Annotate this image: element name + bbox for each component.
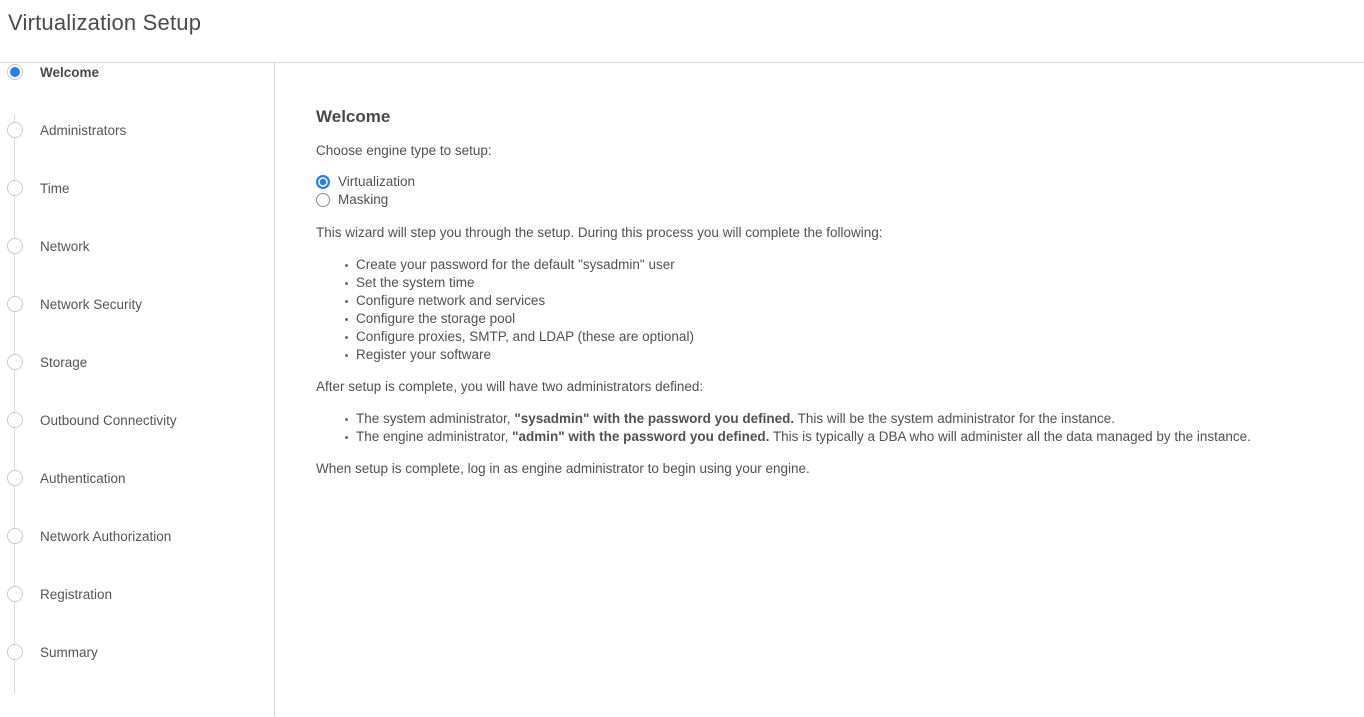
radio-label: Virtualization: [338, 174, 416, 189]
admin-text-suffix: This is typically a DBA who will administer all the data managed by the instance.: [769, 429, 1251, 444]
step-radio-icon: [7, 296, 23, 312]
layout: [0, 63, 1364, 716]
admin-text-prefix: The system administrator,: [356, 411, 515, 426]
step-label: Authentication: [40, 470, 126, 486]
step-radio-icon: [7, 644, 23, 660]
step-label: Administrators: [40, 122, 127, 138]
step-label: Outbound Connectivity: [40, 412, 177, 428]
sidebar-step-authentication[interactable]: [7, 469, 274, 487]
list-item: Configure the storage pool: [356, 310, 1334, 328]
step-label: Network Authorization: [40, 528, 172, 544]
sidebar-step-outbound-connectivity[interactable]: [7, 411, 274, 429]
admin-text-bold: "sysadmin" with the password you defined.: [514, 411, 795, 426]
radio-label: Masking: [338, 192, 389, 207]
setup-stepper-sidebar: [0, 63, 275, 716]
app-header: [0, 0, 1364, 63]
admin-text-prefix: The engine administrator,: [356, 429, 513, 444]
step-radio-icon: [7, 528, 23, 544]
step-radio-icon: [7, 238, 23, 254]
sidebar-step-network-authorization[interactable]: [7, 527, 274, 545]
step-label: Network: [40, 238, 90, 254]
choose-engine-label: Choose engine type to setup:: [316, 143, 492, 158]
step-label: Network Security: [40, 296, 143, 312]
step-label: Registration: [40, 586, 113, 602]
radio-option-masking[interactable]: [316, 191, 1334, 209]
stepper-connector-line: [14, 114, 15, 694]
sidebar-step-summary[interactable]: [7, 643, 274, 661]
step-label: Storage: [40, 354, 88, 370]
step-label: Time: [40, 180, 70, 196]
sidebar-step-network[interactable]: [7, 237, 274, 255]
admins-intro-text: After setup is complete, you will have two administrators defined:: [316, 379, 704, 394]
step-radio-icon: [7, 180, 23, 196]
step-label: Welcome: [40, 64, 100, 80]
sidebar-step-administrators[interactable]: [7, 121, 274, 139]
content-heading: Welcome: [316, 107, 391, 126]
sidebar-step-network-security[interactable]: [7, 295, 274, 313]
sidebar-step-registration[interactable]: [7, 585, 274, 603]
setup-task-list: [316, 256, 1334, 364]
list-item: Configure network and services: [356, 292, 1334, 310]
sidebar-step-time[interactable]: [7, 179, 274, 197]
step-radio-icon: [7, 586, 23, 602]
radio-option-virtualization[interactable]: [316, 173, 1334, 191]
list-item: [356, 410, 1334, 428]
admin-text-suffix: This will be the system administrator for the instance.: [794, 411, 1116, 426]
list-item: Set the system time: [356, 274, 1334, 292]
step-label: Summary: [40, 644, 98, 660]
list-item: Register your software: [356, 346, 1334, 364]
wizard-intro-text: This wizard will step you through the setup. During this process you will complete the following:: [316, 225, 883, 240]
main-content: [275, 63, 1364, 716]
step-radio-icon: [7, 470, 23, 486]
outro-text: When setup is complete, log in as engine administrator to begin using your engine.: [316, 461, 810, 476]
list-item: Configure proxies, SMTP, and LDAP (these are optional): [356, 328, 1334, 346]
step-radio-icon: [7, 412, 23, 428]
page-title: Virtualization Setup: [8, 10, 202, 35]
step-radio-icon: [7, 354, 23, 370]
engine-type-radio-group: [316, 173, 1334, 209]
administrators-list: [316, 410, 1334, 446]
radio-unselected-icon: [316, 193, 330, 207]
admin-text-bold: "admin" with the password you defined.: [512, 429, 770, 444]
step-radio-icon: [7, 122, 23, 138]
radio-selected-icon: [316, 175, 330, 189]
sidebar-step-welcome[interactable]: [7, 63, 274, 81]
sidebar-step-storage[interactable]: [7, 353, 274, 371]
step-radio-icon: [7, 64, 23, 80]
list-item: [356, 428, 1334, 446]
list-item: Create your password for the default "sysadmin" user: [356, 256, 1334, 274]
